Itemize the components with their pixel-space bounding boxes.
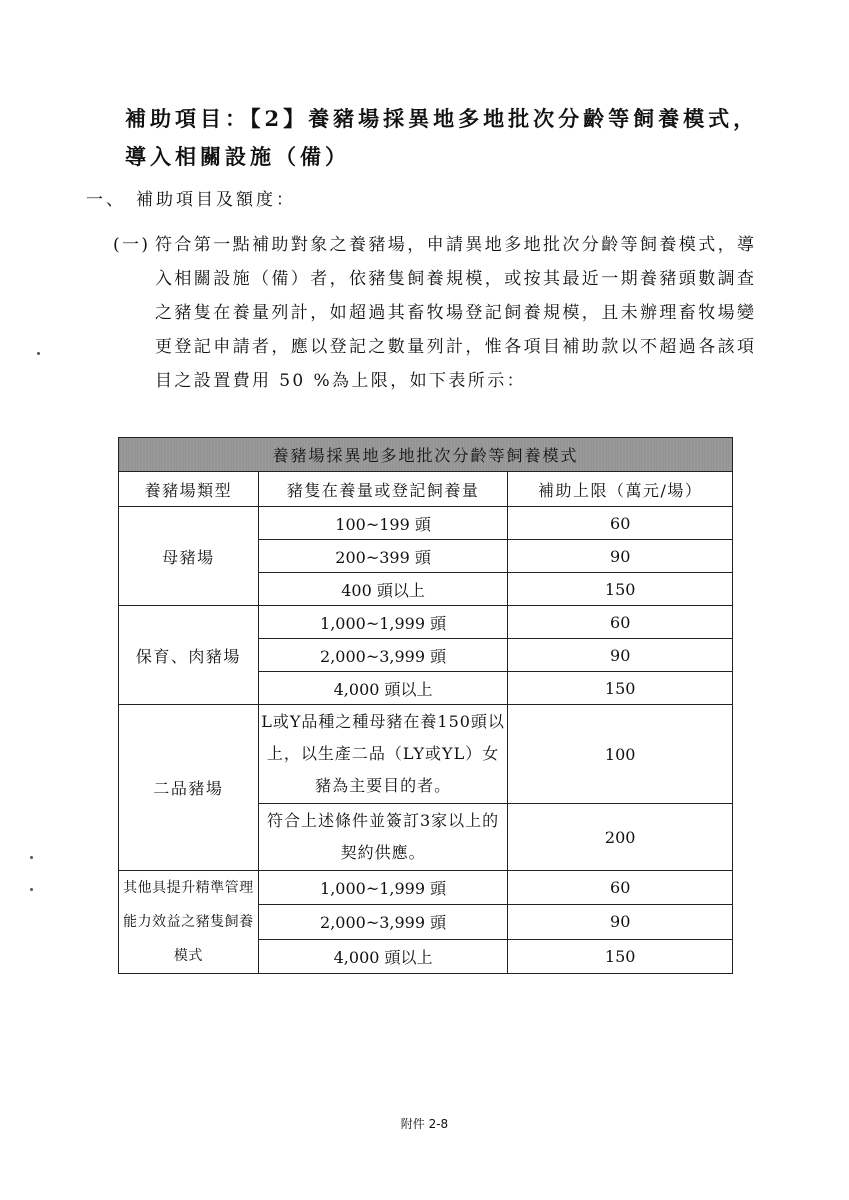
- section-heading: [86, 188, 296, 212]
- limit-cell: 150: [508, 939, 733, 973]
- table-row: [119, 871, 733, 905]
- paragraph-1: [113, 228, 763, 398]
- scale-cell: 2,000~3,999 頭: [258, 905, 508, 939]
- paragraph-number: (一): [113, 235, 151, 255]
- scan-speck: [37, 352, 40, 355]
- title-line-1: 補助項目：【2】養豬場採異地多地批次分齡等飼養模式，: [125, 106, 759, 131]
- title-line-2: 導入相關設施（備）: [125, 144, 350, 169]
- document-title: [125, 100, 765, 176]
- limit-cell: 60: [508, 871, 733, 905]
- table-row: [119, 606, 733, 639]
- scale-cell: 100~199 頭: [258, 507, 508, 540]
- limit-cell: 150: [508, 672, 733, 705]
- farm-type-cell: 其他具提升精準管理能力效益之豬隻飼養模式: [119, 871, 259, 974]
- limit-cell: 100: [508, 705, 733, 804]
- limit-cell: 90: [508, 639, 733, 672]
- scale-cell: 4,000 頭以上: [258, 939, 508, 973]
- limit-cell: 90: [508, 905, 733, 939]
- limit-cell: 150: [508, 573, 733, 606]
- table-header-row: [119, 472, 733, 507]
- scan-speck: [30, 856, 33, 859]
- scale-cell: 400 頭以上: [258, 573, 508, 606]
- scale-cell: 1,000~1,999 頭: [258, 871, 508, 905]
- scale-cell: 符合上述條件並簽訂3家以上的契約供應。: [258, 804, 508, 871]
- limit-cell: 200: [508, 804, 733, 871]
- header-limit: 補助上限（萬元/場）: [508, 472, 733, 507]
- scale-cell: L或Y品種之種母豬在養150頭以上，以生產二品（LY或YL）女豬為主要目的者。: [258, 705, 508, 804]
- section-label: 補助項目及額度：: [136, 190, 296, 210]
- header-farm-type: 養豬場類型: [119, 472, 259, 507]
- limit-cell: 60: [508, 507, 733, 540]
- farm-type-cell: 母豬場: [119, 507, 259, 606]
- scale-cell: 2,000~3,999 頭: [258, 639, 508, 672]
- section-number: 一、: [86, 190, 126, 210]
- scale-cell: 200~399 頭: [258, 540, 508, 573]
- paragraph-text: 符合第一點補助對象之養豬場，申請異地多地批次分齡等飼養模式，導入相關設施（備）者，依豬隻飼養規模，或按其最近一期養豬頭數調查之豬隻在養量列計，如超過其畜牧場登記飼養規模，且未辦理畜牧場變更登記申請者，應以登記之數量列計，惟各項目補助款以不超過各該項目之設置費用 50 %為上限，如下表所示：: [155, 235, 757, 391]
- header-scale: 豬隻在養量或登記飼養量: [258, 472, 508, 507]
- subsidy-table: [118, 437, 733, 974]
- table-caption: 養豬場採異地多地批次分齡等飼養模式: [119, 438, 733, 472]
- table-row: [119, 507, 733, 540]
- page-footer: 附件 2-8: [400, 1117, 449, 1131]
- limit-cell: 60: [508, 606, 733, 639]
- scan-speck: [30, 888, 33, 891]
- scale-cell: 4,000 頭以上: [258, 672, 508, 705]
- table-row: [119, 705, 733, 804]
- farm-type-cell: 保育、肉豬場: [119, 606, 259, 705]
- limit-cell: 90: [508, 540, 733, 573]
- farm-type-cell: 二品豬場: [119, 705, 259, 871]
- scale-cell: 1,000~1,999 頭: [258, 606, 508, 639]
